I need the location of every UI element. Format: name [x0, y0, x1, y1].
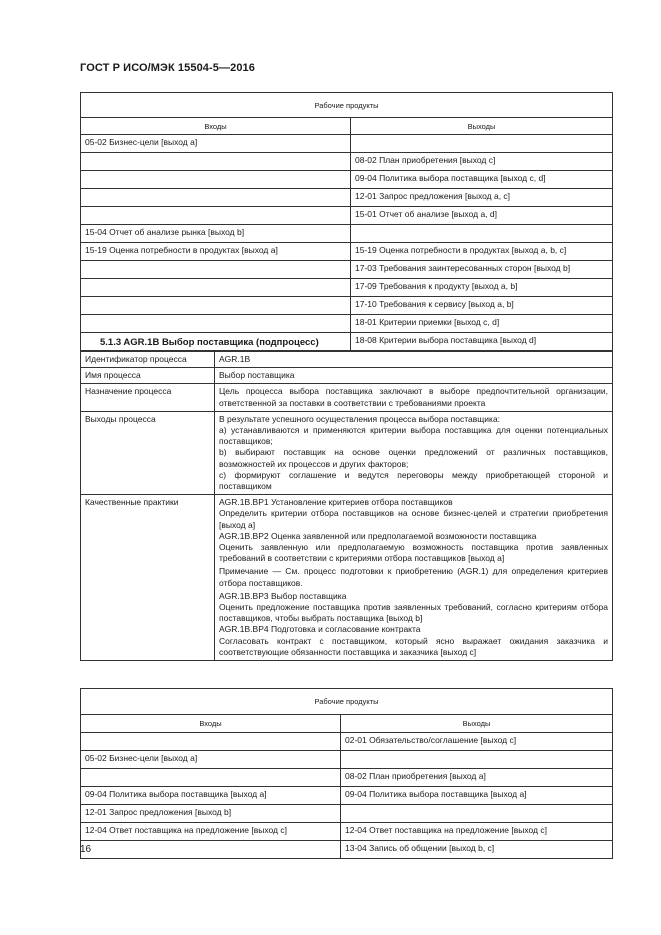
practice-note: Примечание — См. процесс подготовки к приобретению (AGR.1) для определения критериев отбора поставщиков.	[219, 566, 608, 588]
table-row	[81, 207, 613, 225]
page-number: 16	[80, 844, 92, 855]
input-cell	[81, 769, 341, 787]
outcome-line: c) формируют соглашение и ведутся переговоры между приобретающей стороной и поставщиком	[219, 469, 608, 492]
input-cell	[81, 153, 351, 171]
output-cell: 12-04 Ответ поставщика на предложение [выход c]	[341, 823, 613, 841]
output-cell: 17-10 Требования к сервису [выход a, b]	[351, 297, 613, 315]
practice-line: Определить критерии отбора поставщиков на основе бизнес-целей и стратегии приобретения [выход a]	[219, 508, 608, 530]
process-practices-label: Качественные практики	[81, 495, 215, 661]
process-id-value: AGR.1B	[215, 352, 613, 368]
input-cell	[81, 841, 341, 859]
document-header: ГОСТ Р ИСО/МЭК 15504-5—2016	[80, 62, 255, 74]
input-cell	[81, 279, 351, 297]
output-cell: 12-01 Запрос предложения [выход a, c]	[351, 189, 613, 207]
process-purpose-value: Цель процесса выбора поставщика заключают в выборе предпочтительной организации, ответственной за поставки в соответствии с требованиями проекта	[215, 384, 613, 411]
section-title: 5.1.3 AGR.1B Выбор поставщика (подпроцесс)	[100, 337, 319, 348]
column-header-outputs: Выходы	[351, 118, 613, 135]
output-cell: 17-09 Требования к продукту [выход a, b]	[351, 279, 613, 297]
table-row	[81, 135, 613, 153]
output-cell: 09-04 Политика выбора поставщика [выход c, d]	[351, 171, 613, 189]
process-outcomes-value	[215, 411, 613, 494]
input-cell	[81, 315, 351, 333]
input-cell: 15-19 Оценка потребности в продуктах [выход a]	[81, 243, 351, 261]
column-header-inputs: Входы	[81, 118, 351, 135]
table-row	[81, 261, 613, 279]
output-cell	[341, 751, 613, 769]
input-cell: 05-02 Бизнес-цели [выход a]	[81, 751, 341, 769]
output-cell	[351, 225, 613, 243]
output-cell: 13-04 Запись об общении [выход b, c]	[341, 841, 613, 859]
input-cell	[81, 297, 351, 315]
input-cell	[81, 171, 351, 189]
table-title: Рабочие продукты	[81, 93, 613, 118]
practice-line: AGR.1B.BP3 Выбор поставщика	[219, 590, 347, 601]
output-cell: 17-03 Требования заинтересованных сторон [выход b]	[351, 261, 613, 279]
process-description-table	[80, 351, 613, 661]
output-cell: 09-04 Политика выбора поставщика [выход a]	[341, 787, 613, 805]
output-cell: 02-01 Обязательство/соглашение [выход c]	[341, 733, 613, 751]
input-cell	[81, 261, 351, 279]
table-row	[81, 153, 613, 171]
practice-line: AGR.1B.BP4 Подготовка и согласование контракта	[219, 624, 421, 635]
outcome-line: b) выбирают поставщик на основе оценки предложений от различных поставщиков, возможностей их процессов и других факторов;	[219, 447, 608, 469]
table-row	[81, 769, 613, 787]
practice-line: Оценить предложение поставщика против заявленных требований, согласно критериям отбора поставщиков, чтобы выбрать поставщика [выход b]	[219, 602, 608, 624]
table-row	[81, 733, 613, 751]
input-cell: 12-01 Запрос предложения [выход b]	[81, 805, 341, 823]
table-row	[81, 189, 613, 207]
table-row	[81, 787, 613, 805]
work-products-table-2	[80, 688, 613, 859]
process-outcomes-label: Выходы процесса	[81, 411, 215, 494]
output-cell: 08-02 План приобретения [выход a]	[341, 769, 613, 787]
process-name-label: Имя процесса	[81, 368, 215, 384]
output-cell: 18-08 Критерии выбора поставщика [выход d]	[351, 333, 613, 351]
process-id-label: Идентификатор процесса	[81, 352, 215, 368]
output-cell	[351, 135, 613, 153]
input-cell: 05-02 Бизнес-цели [выход a]	[81, 135, 351, 153]
table-row	[81, 171, 613, 189]
column-header-outputs: Выходы	[341, 715, 613, 733]
process-purpose-label: Назначение процесса	[81, 384, 215, 411]
table-row	[81, 841, 613, 859]
output-cell: 18-01 Критерии приемки [выход c, d]	[351, 315, 613, 333]
table-row	[81, 751, 613, 769]
input-cell	[81, 189, 351, 207]
output-cell: 08-02 План приобретения [выход c]	[351, 153, 613, 171]
input-cell: 12-04 Ответ поставщика на предложение [выход c]	[81, 823, 341, 841]
process-practices-value	[215, 495, 613, 661]
input-cell	[81, 733, 341, 751]
outcome-line: В результате успешного осуществления процесса выбора поставщика:	[219, 413, 501, 424]
output-cell: 15-19 Оценка потребности в продуктах [выход a, b, c]	[351, 243, 613, 261]
practice-line: Согласовать контракт с поставщиком, который ясно выражает ожидания заказчика и соответствующие обязанности поставщика и заказчика [выход c]	[219, 635, 608, 657]
practice-line: AGR.1B.BP2 Оценка заявленной или предполагаемой возможности поставщика	[219, 530, 537, 541]
table-row	[81, 297, 613, 315]
input-cell: 09-04 Политика выбора поставщика [выход a]	[81, 787, 341, 805]
process-name-value: Выбор поставщика	[215, 368, 613, 384]
table-row	[81, 805, 613, 823]
outcome-line: a) устанавливаются и применяются критерии выбора поставщика для оценки потенциальных поставщиков;	[219, 425, 608, 447]
output-cell: 15-01 Отчет об анализе [выход a, d]	[351, 207, 613, 225]
input-cell	[81, 207, 351, 225]
table-row	[81, 823, 613, 841]
practice-line: AGR.1B.BP1 Установление критериев отбора поставщиков	[219, 497, 453, 508]
table-row	[81, 243, 613, 261]
table-row	[81, 225, 613, 243]
table-title: Рабочие продукты	[81, 689, 613, 715]
work-products-table-1	[80, 92, 613, 351]
column-header-inputs: Входы	[81, 715, 341, 733]
input-cell: 15-04 Отчет об анализе рынка [выход b]	[81, 225, 351, 243]
table-row	[81, 315, 613, 333]
practice-line: Оценить заявленную или предполагаемую возможность поставщика против заявленных требований в соответствии с критериями отбора поставщиков [выход a]	[219, 542, 608, 564]
output-cell	[341, 805, 613, 823]
table-row	[81, 279, 613, 297]
